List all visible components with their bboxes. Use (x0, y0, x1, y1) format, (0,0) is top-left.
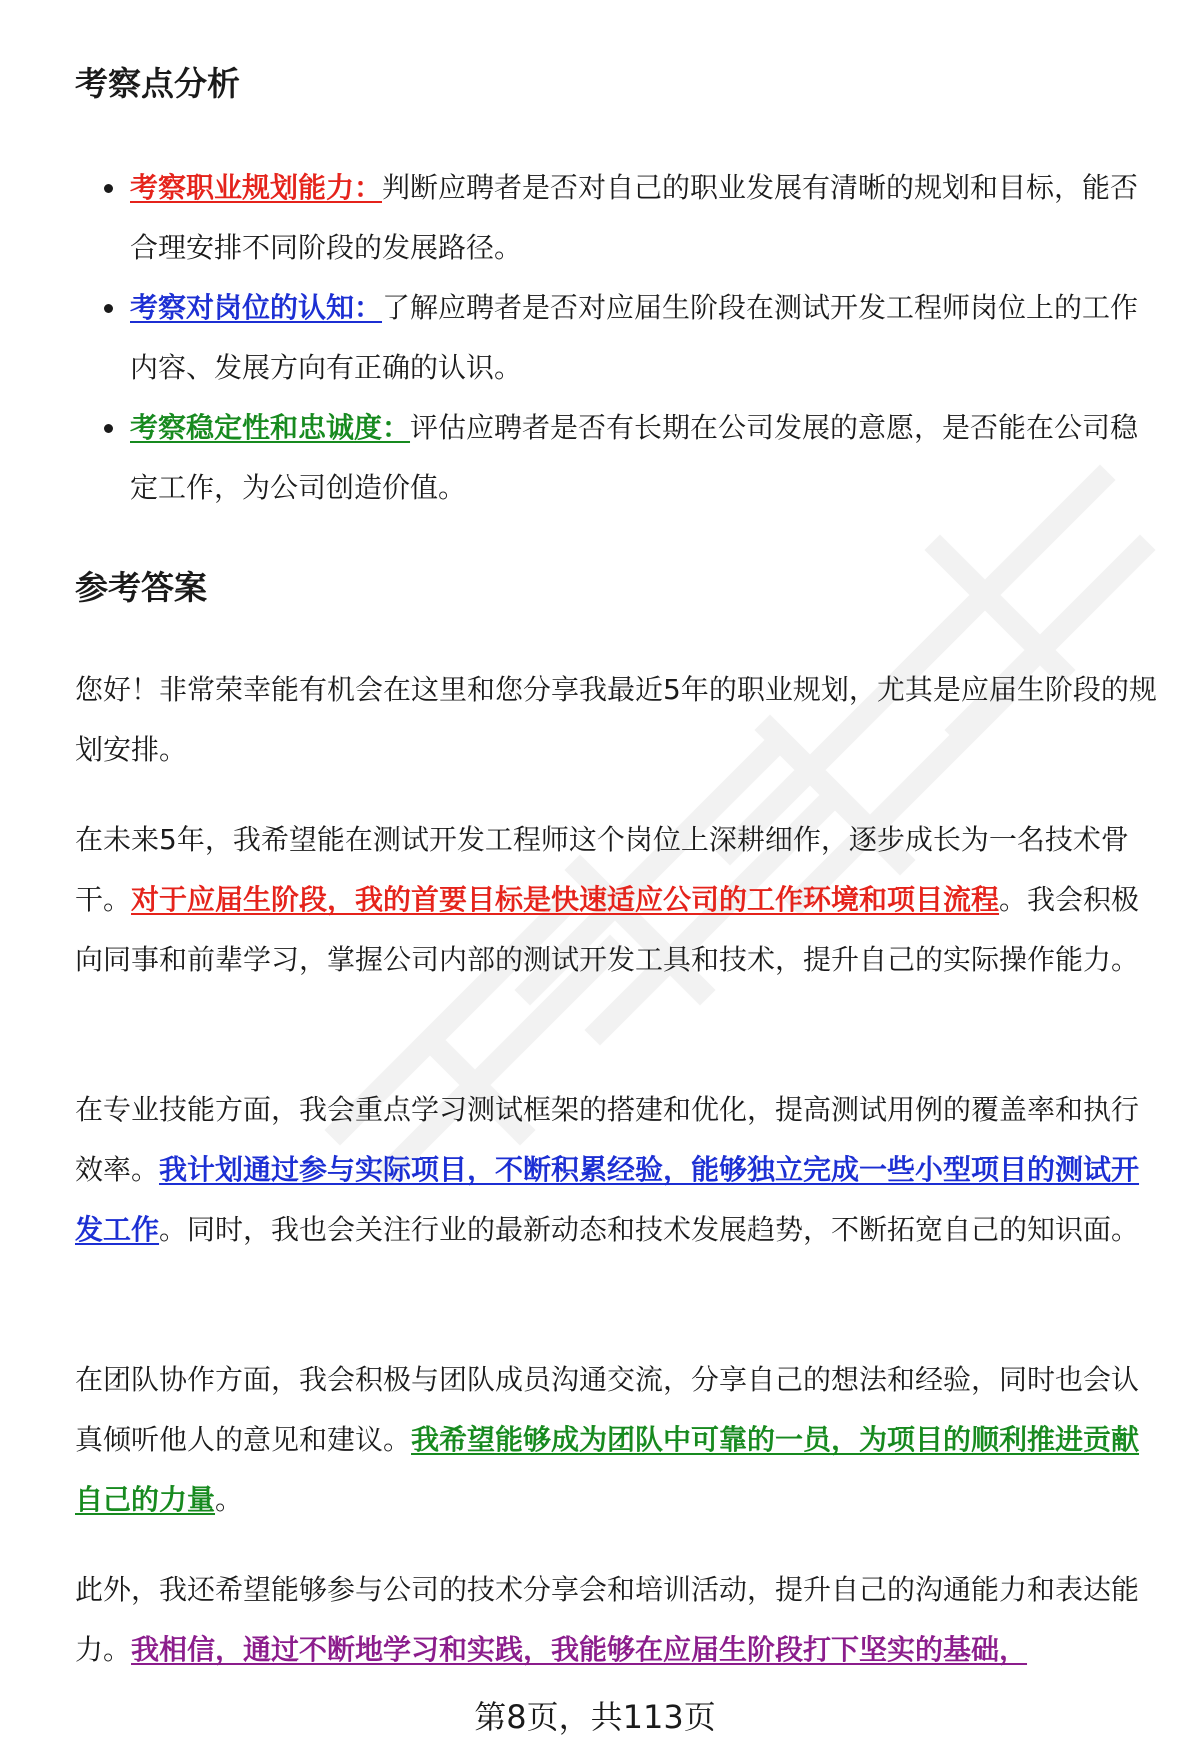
paragraph-text: 。我会积极向同事和前辈学习，掌握公司内部的测试开发工具和技术，提升自己的实际操作能力。 (75, 883, 1140, 976)
paragraph-highlight: 我希望能够成为团队中可靠的一员，为项目的顺利推进贡献自己的力量 (75, 1423, 1140, 1516)
paragraph-text: 您好！非常荣幸能有机会在这里和您分享我最近5年的职业规划，尤其是应届生阶段的规划安排。 (75, 673, 1157, 766)
bullet-dot-icon (104, 304, 113, 313)
bullet-highlight: 考察稳定性和忠诚度： (130, 411, 411, 444)
bullet-text: 了解应聘者是否对应届生阶段在测试开发工程师岗位上的工作内容、发展方向有正确的认识。 (130, 291, 1139, 384)
bullet-text: 判断应聘者是否对自己的职业发展有清晰的规划和目标，能否合理安排不同阶段的发展路径。 (130, 171, 1139, 264)
answer-paragraph-3 (75, 1080, 1165, 1260)
paragraph-text: 在专业技能方面，我会重点学习测试框架的搭建和优化，提高测试用例的覆盖率和执行效率。 (75, 1093, 1140, 1186)
paragraph-text: 在未来5年，我希望能在测试开发工程师这个岗位上深耕细作，逐步成长为一名技术骨干。 (75, 823, 1129, 916)
section-title-answer: 参考答案 (75, 568, 207, 607)
answer-paragraph-4 (75, 1350, 1165, 1530)
page-number: 第8页，共113页 (474, 1698, 716, 1736)
paragraph-highlight: 我计划通过参与实际项目，不断积累经验，能够独立完成一些小型项目的测试开发工作 (75, 1153, 1140, 1246)
list-item (102, 398, 1162, 518)
paragraph-text: 在团队协作方面，我会积极与团队成员沟通交流，分享自己的想法和经验，同时也会认真倾听他人的意见和建议。 (75, 1363, 1140, 1456)
paragraph-text: 。同时，我也会关注行业的最新动态和技术发展趋势，不断拓宽自己的知识面。 (159, 1213, 1140, 1246)
analysis-bullet-list (102, 158, 1162, 518)
list-item (102, 278, 1162, 398)
bullet-highlight: 考察对岗位的认知： (130, 291, 383, 324)
section-title-analysis: 考察点分析 (75, 64, 240, 103)
paragraph-highlight: 对于应届生阶段，我的首要目标是快速适应公司的工作环境和项目流程 (131, 883, 1000, 916)
paragraph-text: 。 (215, 1483, 244, 1516)
bullet-dot-icon (104, 184, 113, 193)
bullet-dot-icon (104, 424, 113, 433)
bullet-text: 评估应聘者是否有长期在公司发展的意愿，是否能在公司稳定工作，为公司创造价值。 (130, 411, 1139, 504)
bullet-highlight: 考察职业规划能力： (130, 171, 383, 204)
paragraph-highlight: 我相信，通过不断地学习和实践，我能够在应届生阶段打下坚实的基础， (131, 1633, 1028, 1666)
list-item (102, 158, 1162, 278)
answer-paragraph-5 (75, 1560, 1165, 1680)
paragraph-text: 此外，我还希望能够参与公司的技术分享会和培训活动，提升自己的沟通能力和表达能力。 (75, 1573, 1140, 1666)
answer-paragraph-2 (75, 810, 1165, 990)
answer-paragraph-1 (75, 660, 1165, 780)
